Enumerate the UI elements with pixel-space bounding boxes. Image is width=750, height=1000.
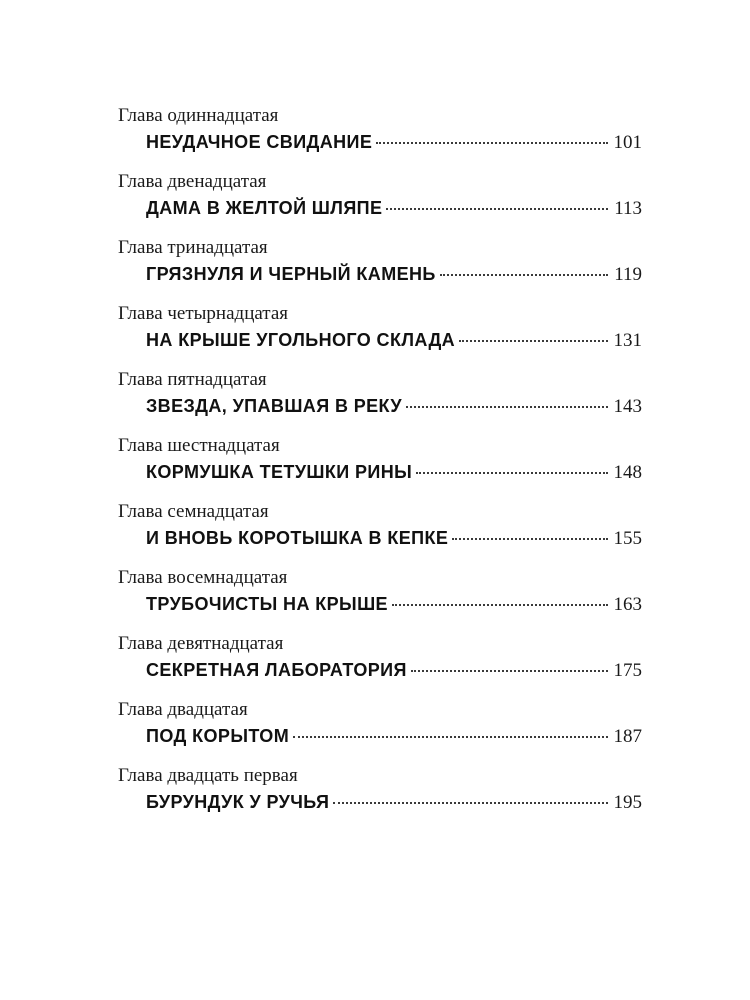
toc-entry xyxy=(118,632,642,698)
toc-title-line[interactable] xyxy=(146,590,642,618)
dot-leader xyxy=(440,274,608,276)
chapter-label: Глава двадцатая xyxy=(118,699,248,720)
table-of-contents xyxy=(118,104,642,830)
toc-title-line[interactable] xyxy=(146,392,642,420)
chapter-title[interactable]: ГРЯЗНУЛЯ И ЧЕРНЫЙ КАМЕНЬ xyxy=(146,264,436,284)
chapter-label: Глава пятнадцатая xyxy=(118,369,267,390)
toc-entry xyxy=(118,302,642,368)
page-number: 155 xyxy=(613,528,642,549)
page-number: 195 xyxy=(613,792,642,813)
page-number: 148 xyxy=(613,462,642,483)
dot-leader xyxy=(459,340,607,342)
page-number: 175 xyxy=(613,660,642,681)
page-number: 119 xyxy=(614,264,642,285)
dot-leader xyxy=(386,208,608,210)
toc-title-line[interactable] xyxy=(146,260,642,288)
toc-entry xyxy=(118,500,642,566)
toc-entry xyxy=(118,170,642,236)
chapter-label: Глава тринадцатая xyxy=(118,237,268,258)
chapter-title[interactable]: КОРМУШКА ТЕТУШКИ РИНЫ xyxy=(146,462,413,482)
chapter-title[interactable]: СЕКРЕТНАЯ ЛАБОРАТОРИЯ xyxy=(146,660,407,680)
toc-entry xyxy=(118,698,642,764)
chapter-label: Глава восемнадцатая xyxy=(118,567,288,588)
toc-title-line[interactable] xyxy=(146,788,642,816)
page-number: 143 xyxy=(613,396,642,417)
chapter-title[interactable]: БУРУНДУК У РУЧЬЯ xyxy=(146,792,330,812)
chapter-title[interactable]: И ВНОВЬ КОРОТЫШКА В КЕПКЕ xyxy=(146,528,449,548)
toc-entry xyxy=(118,104,642,170)
page-number: 101 xyxy=(613,132,642,153)
chapter-title[interactable]: НА КРЫШЕ УГОЛЬНОГО СКЛАДА xyxy=(146,330,456,350)
toc-entry xyxy=(118,764,642,830)
chapter-label: Глава девятнадцатая xyxy=(118,633,284,654)
chapter-label: Глава семнадцатая xyxy=(118,501,269,522)
dot-leader xyxy=(416,472,607,474)
chapter-label: Глава четырнадцатая xyxy=(118,303,289,324)
chapter-title[interactable]: ДАМА В ЖЕЛТОЙ ШЛЯПЕ xyxy=(146,198,383,218)
chapter-title[interactable]: ЗВЕЗДА, УПАВШАЯ В РЕКУ xyxy=(146,396,402,416)
dot-leader xyxy=(293,736,607,738)
dot-leader xyxy=(411,670,608,672)
dot-leader xyxy=(392,604,608,606)
toc-entry xyxy=(118,236,642,302)
toc-title-line[interactable] xyxy=(146,458,642,486)
toc-entry xyxy=(118,368,642,434)
chapter-title[interactable]: ТРУБОЧИСТЫ НА КРЫШЕ xyxy=(146,594,388,614)
chapter-label: Глава шестнадцатая xyxy=(118,435,280,456)
page-number: 113 xyxy=(614,198,642,219)
toc-title-line[interactable] xyxy=(146,194,642,222)
chapter-label: Глава двадцать первая xyxy=(118,765,298,786)
toc-title-line[interactable] xyxy=(146,128,642,156)
page-number: 131 xyxy=(613,330,642,351)
chapter-title[interactable]: ПОД КОРЫТОМ xyxy=(146,726,290,746)
toc-title-line[interactable] xyxy=(146,326,642,354)
toc-entry xyxy=(118,566,642,632)
dot-leader xyxy=(452,538,607,540)
page-number: 163 xyxy=(613,594,642,615)
chapter-title[interactable]: НЕУДАЧНОЕ СВИДАНИЕ xyxy=(146,132,373,152)
dot-leader xyxy=(406,406,608,408)
chapter-label: Глава одиннадцатая xyxy=(118,105,279,126)
toc-title-line[interactable] xyxy=(146,656,642,684)
toc-entry xyxy=(118,434,642,500)
chapter-label: Глава двенадцатая xyxy=(118,171,267,192)
toc-title-line[interactable] xyxy=(146,722,642,750)
dot-leader xyxy=(376,142,607,144)
dot-leader xyxy=(333,802,607,804)
toc-title-line[interactable] xyxy=(146,524,642,552)
page-number: 187 xyxy=(613,726,642,747)
